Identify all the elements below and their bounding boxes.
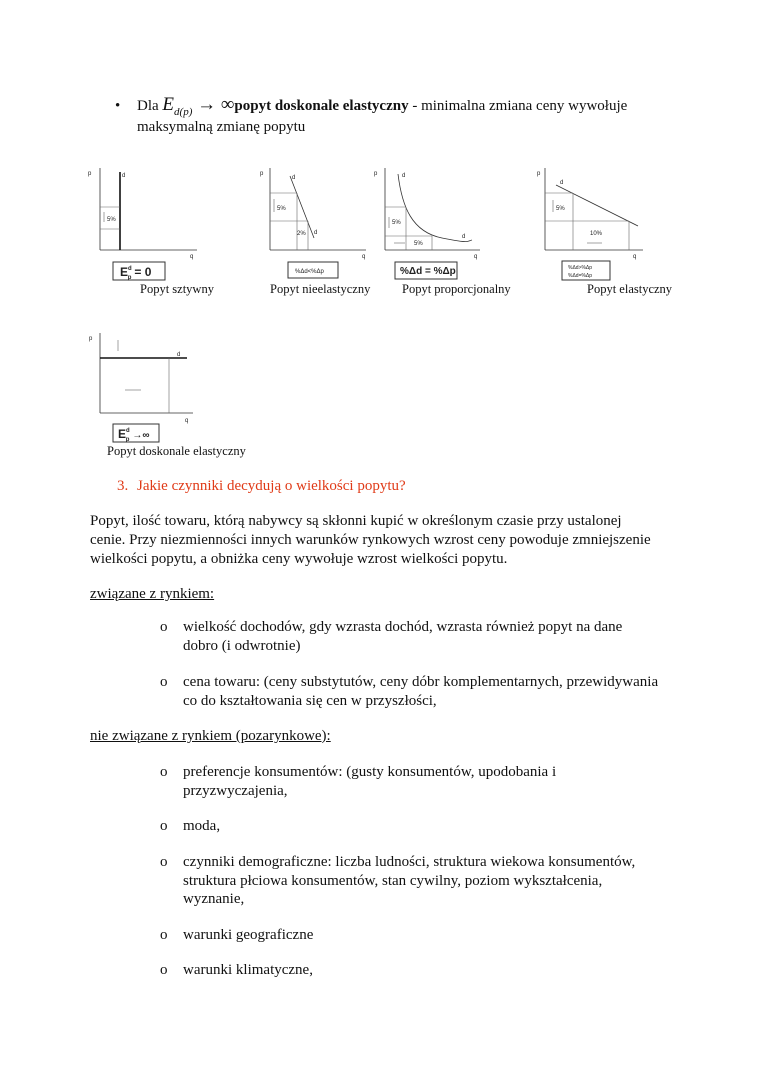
svg-text:d: d — [314, 230, 318, 236]
list-marker: o — [160, 927, 168, 943]
market-factors-heading: związane z rynkiem: — [90, 586, 215, 602]
intro-line-2: maksymalną zmianę popytu — [137, 119, 306, 135]
svg-text:5%: 5% — [556, 206, 565, 212]
bullet-marker: • — [115, 98, 121, 114]
diagram-caption: Popyt sztywny — [140, 282, 214, 296]
intro-bold: popyt doskonale elastyczny — [234, 98, 409, 114]
diagram-perfectly-elastic — [85, 327, 205, 452]
list-item-line: co do kształtowania się cen w przyszłości, — [183, 693, 437, 709]
list-marker: o — [160, 962, 168, 978]
diagram-perfectly-inelastic — [85, 162, 205, 287]
svg-text:q: q — [362, 254, 366, 260]
list-marker: o — [160, 674, 168, 690]
list-marker: o — [160, 854, 168, 870]
svg-text:d: d — [177, 352, 181, 358]
formula-arrow: → ∞ — [197, 94, 235, 115]
svg-text:d: d — [462, 234, 466, 240]
diagram-caption: Popyt proporcjonalny — [402, 282, 511, 296]
list-item-line: struktura płciowa konsumentów, stan cywilny, poziom wykształcenia, — [183, 873, 603, 889]
diagram-caption: Popyt nieelastyczny — [270, 282, 371, 296]
list-item-line: preferencje konsumentów: (gusty konsumentów, upodobania i — [183, 764, 557, 780]
list-marker: o — [160, 764, 168, 780]
list-item-line: dobro (i odwrotnie) — [183, 638, 301, 654]
svg-text:5%: 5% — [277, 206, 286, 212]
diagram-caption: Popyt elastyczny — [587, 282, 673, 296]
paragraph-line: cenie. Przy niezmienności innych warunków rynkowych wzrost ceny powoduje zmniejszenie — [90, 532, 651, 548]
svg-text:2%: 2% — [297, 231, 306, 237]
elasticity-formula: %Δd = %Δp — [400, 266, 456, 277]
svg-text:10%: 10% — [590, 231, 603, 237]
svg-text:p: p — [260, 171, 264, 177]
svg-text:d: d — [560, 180, 564, 186]
demand-curve — [398, 174, 472, 242]
demand-curve — [556, 185, 638, 226]
svg-text:p: p — [89, 336, 93, 342]
diagram-caption: Popyt doskonale elastyczny — [107, 444, 246, 458]
svg-text:q: q — [633, 254, 637, 260]
svg-text:p: p — [537, 171, 541, 177]
list-item-line: moda, — [183, 818, 221, 834]
q-label: q — [190, 254, 194, 260]
svg-text:q: q — [474, 254, 478, 260]
price-change-label: 5% — [107, 217, 116, 223]
paragraph-line: wielkości popytu, a obniżka ceny wywołuje wzrost wielkości popytu. — [90, 551, 508, 567]
svg-text:5%: 5% — [392, 220, 401, 226]
section-number: 3. — [117, 478, 129, 494]
list-item-line: wyznanie, — [183, 891, 245, 907]
intro-rest: - minimalna zmiana ceny wywołuje — [408, 98, 628, 114]
svg-text:q: q — [185, 418, 189, 424]
formula-e: E — [162, 94, 175, 115]
diagram-unit-elastic — [372, 162, 492, 287]
formula-elasticity — [162, 94, 197, 118]
demand-curve — [290, 176, 314, 238]
paragraph-line: Popyt, ilość towaru, którą nabywcy są skłonni kupić w określonym czasie przy ustalonej — [90, 513, 622, 529]
list-item-line: wielkość dochodów, gdy wzrasta dochód, wzrasta również popyt na dane — [183, 619, 623, 635]
nonmarket-factors-heading: nie związane z rynkiem (pozarynkowe): — [90, 728, 331, 744]
p-label: p — [88, 171, 92, 177]
list-item-line: warunki geograficzne — [183, 927, 314, 943]
diagram-elastic — [535, 162, 655, 287]
list-item-line: czynniki demograficzne: liczba ludności, struktura wiekowa konsumentów, — [183, 854, 636, 870]
svg-text:d: d — [402, 173, 406, 179]
list-item-line: cena towaru: (ceny substytutów, ceny dóbr komplementarnych, przewidywania — [183, 674, 659, 690]
list-marker: o — [160, 619, 168, 635]
list-item-line: przyzwyczajenia, — [183, 783, 288, 799]
intro-prefix: Dla — [137, 98, 159, 114]
elasticity-formula: $E^d$ p →∞ — [118, 427, 150, 443]
diagram-inelastic — [258, 162, 378, 287]
elasticity-formula: $E^d$ p = 0 — [120, 265, 152, 281]
elasticity-formula: %Δd>%Δp — [568, 265, 593, 271]
list-marker: o — [160, 818, 168, 834]
elasticity-formula: %Δd<%Δp — [295, 269, 324, 275]
elasticity-formula-2: %Δd=%Δp — [568, 273, 593, 279]
svg-text:p: p — [374, 171, 378, 177]
svg-text:5%: 5% — [414, 241, 423, 247]
d-label: d — [122, 173, 126, 179]
formula-sub: d(p) — [174, 105, 193, 118]
svg-text:d: d — [292, 175, 296, 181]
list-item-line: warunki klimatyczne, — [183, 962, 313, 978]
section-heading: Jakie czynniki decydują o wielkości popytu? — [137, 478, 406, 494]
